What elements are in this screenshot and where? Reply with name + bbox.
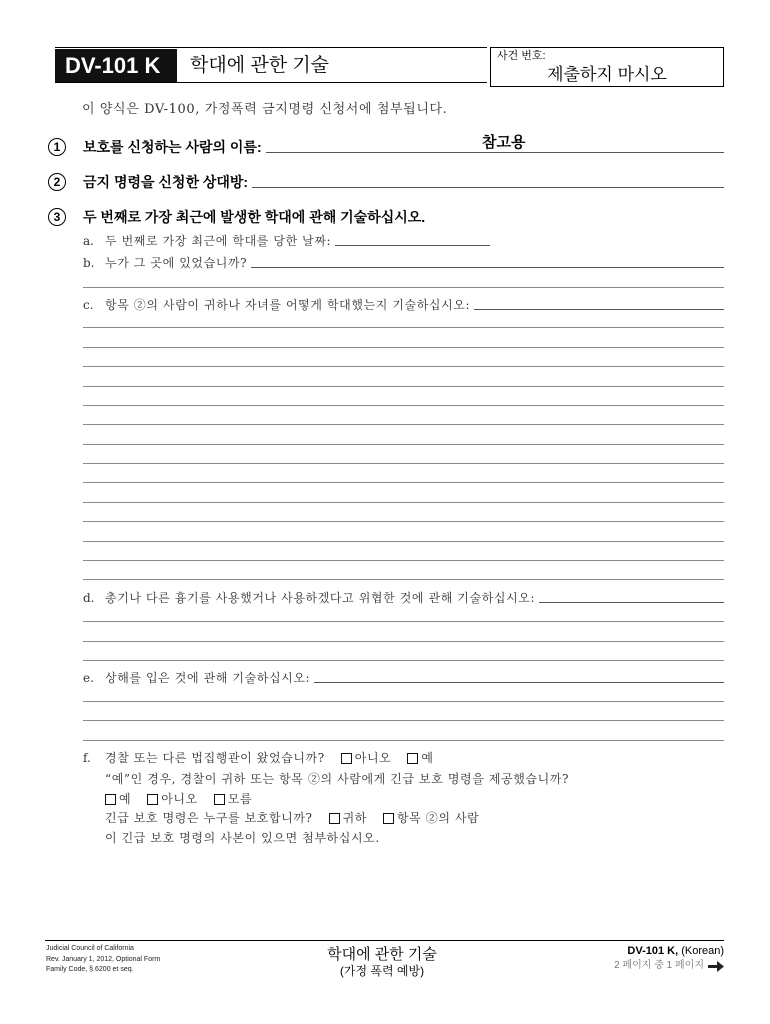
statute-line: Family Code, § 6200 et seq. xyxy=(46,966,134,973)
item-2-label: 금지 명령을 신청한 상대방: xyxy=(83,174,249,190)
option-label: 예 xyxy=(421,751,434,765)
abuse-description-line[interactable] xyxy=(83,482,724,483)
footer-form-info xyxy=(474,944,724,973)
police-came-yes-option[interactable] xyxy=(407,750,433,766)
item-3-heading xyxy=(83,208,724,226)
sub-letter-c: c. xyxy=(83,298,94,312)
weapons-row xyxy=(83,590,724,606)
epo-followup-row xyxy=(105,771,724,787)
witnesses-line[interactable] xyxy=(83,287,724,288)
epo-protects-question: 긴급 보호 명령은 누구를 보호합니까? xyxy=(105,811,313,825)
sub-letter-a: a. xyxy=(83,234,94,248)
item-1-row xyxy=(83,138,724,156)
abuse-date-row xyxy=(83,233,490,249)
abuse-description-line[interactable] xyxy=(83,386,724,387)
weapons-line[interactable] xyxy=(83,660,724,661)
option-label: 귀하 xyxy=(342,811,367,825)
abuse-description-line[interactable] xyxy=(83,463,724,464)
case-number-label: 사건 번호: xyxy=(497,50,546,62)
police-came-yes-checkbox[interactable] xyxy=(407,753,418,764)
epo-protects-you-option[interactable] xyxy=(329,810,367,826)
epo-given-unknown-checkbox[interactable] xyxy=(214,794,225,805)
injuries-line[interactable] xyxy=(83,720,724,721)
option-label: 아니오 xyxy=(161,792,198,806)
abuse-description-field[interactable] xyxy=(474,309,724,310)
footer-title-block xyxy=(282,945,482,979)
epo-given-yes-checkbox[interactable] xyxy=(105,794,116,805)
abuse-description-line[interactable] xyxy=(83,444,724,445)
option-label: 항목 ②의 사람 xyxy=(396,811,480,825)
option-label: 아니오 xyxy=(354,751,392,765)
epo-given-no-option[interactable] xyxy=(147,791,198,807)
item-number-1: 1 xyxy=(48,138,66,156)
right-arrow-icon xyxy=(708,961,724,972)
weapons-field[interactable] xyxy=(539,602,724,603)
item-3-label: 두 번째로 가장 최근에 발생한 학대에 관해 기술하십시오. xyxy=(83,209,426,225)
intro-text: 이 양식은 DV-100, 가정폭력 금지명령 신청서에 첨부됩니다. xyxy=(82,102,448,117)
sub-letter-d: d. xyxy=(83,591,95,605)
applicant-name-value: 참고용 xyxy=(482,134,526,151)
form-title: 학대에 관한 기술 xyxy=(190,55,330,76)
weapons-line[interactable] xyxy=(83,621,724,622)
witnesses-field[interactable] xyxy=(251,267,724,268)
injuries-line[interactable] xyxy=(83,701,724,702)
abuse-description-line[interactable] xyxy=(83,366,724,367)
abuse-description-line[interactable] xyxy=(83,560,724,561)
abuse-description-line[interactable] xyxy=(83,424,724,425)
footer-divider xyxy=(45,940,724,941)
footer-title: 학대에 관한 기술 xyxy=(327,946,437,963)
abuse-description-row xyxy=(83,297,724,313)
case-number-box[interactable] xyxy=(490,47,724,87)
abuse-description-line[interactable] xyxy=(83,327,724,328)
restrained-person-field[interactable] xyxy=(252,187,724,188)
weapons-label: 총기나 다른 흉기를 사용했거나 사용하겠다고 위협한 것에 관해 기술하십시오: xyxy=(105,591,536,605)
abuse-description-line[interactable] xyxy=(83,347,724,348)
injuries-field[interactable] xyxy=(314,682,724,683)
case-number-value: 제출하지 마시오 xyxy=(547,65,667,84)
item-2-row xyxy=(83,173,724,191)
abuse-date-label: 두 번째로 가장 최근에 학대를 당한 날짜: xyxy=(105,234,332,248)
abuse-date-field[interactable] xyxy=(335,245,490,246)
epo-given-options-row xyxy=(105,791,724,807)
witnesses-label: 누가 그 곳에 있었습니까? xyxy=(105,256,248,270)
abuse-description-line[interactable] xyxy=(83,405,724,406)
abuse-description-line[interactable] xyxy=(83,521,724,522)
abuse-description-line[interactable] xyxy=(83,502,724,503)
epo-attach-row xyxy=(105,830,724,846)
abuse-description-line[interactable] xyxy=(83,579,724,580)
footer-subtitle: (가정 폭력 예방) xyxy=(339,964,425,978)
sub-letter-e: e. xyxy=(83,671,94,685)
epo-followup-question: “예”인 경우, 경찰이 귀하 또는 항목 ②의 사람에게 긴급 보호 명령을 제공했습니까? xyxy=(105,772,570,786)
item-1-label: 보호를 신청하는 사람의 이름: xyxy=(83,139,262,155)
item-number-2: 2 xyxy=(48,173,66,191)
injuries-line[interactable] xyxy=(83,740,724,741)
page-indicator xyxy=(474,959,724,973)
page-number-text: 2 페이지 중 1 페이지 xyxy=(614,960,704,971)
epo-protects-you-checkbox[interactable] xyxy=(329,813,340,824)
applicant-name-field[interactable] xyxy=(266,152,724,153)
sub-letter-f: f. xyxy=(83,751,91,765)
option-label: 예 xyxy=(119,792,132,806)
epo-given-no-checkbox[interactable] xyxy=(147,794,158,805)
police-row xyxy=(83,750,724,766)
form-code-badge: DV-101 K xyxy=(55,49,177,82)
abuse-description-line[interactable] xyxy=(83,541,724,542)
weapons-line[interactable] xyxy=(83,641,724,642)
epo-given-unknown-option[interactable] xyxy=(214,791,252,807)
epo-protects-item2-person-checkbox[interactable] xyxy=(383,813,394,824)
injuries-label: 상해를 입은 것에 관해 기술하십시오: xyxy=(105,671,311,685)
epo-protects-row xyxy=(105,810,724,826)
option-label: 모름 xyxy=(227,792,253,806)
footer-form-code xyxy=(474,944,724,959)
abuse-description-label: 항목 ②의 사람이 귀하나 자녀를 어떻게 학대했는지 기술하십시오: xyxy=(105,298,471,312)
item-number-3: 3 xyxy=(48,208,66,226)
sub-letter-b: b. xyxy=(83,256,95,270)
footer-publisher xyxy=(46,944,160,976)
police-question: 경찰 또는 다른 법집행관이 왔었습니까? xyxy=(105,751,325,765)
publisher-line: Judicial Council of California xyxy=(46,945,134,952)
police-came-no-checkbox[interactable] xyxy=(341,753,352,764)
epo-protects-item2-person-option[interactable] xyxy=(383,810,479,826)
revision-line: Rev. January 1, 2012, Optional Form xyxy=(46,955,161,963)
injuries-row xyxy=(83,670,724,686)
footer-language: (Korean) xyxy=(681,945,724,957)
police-came-no-option[interactable] xyxy=(341,750,392,766)
footer-form-number: DV-101 K, xyxy=(627,945,679,957)
epo-given-yes-option[interactable] xyxy=(105,791,131,807)
epo-attach-note: 이 긴급 보호 명령의 사본이 있으면 첨부하십시오. xyxy=(105,831,380,845)
witnesses-row xyxy=(83,255,724,271)
